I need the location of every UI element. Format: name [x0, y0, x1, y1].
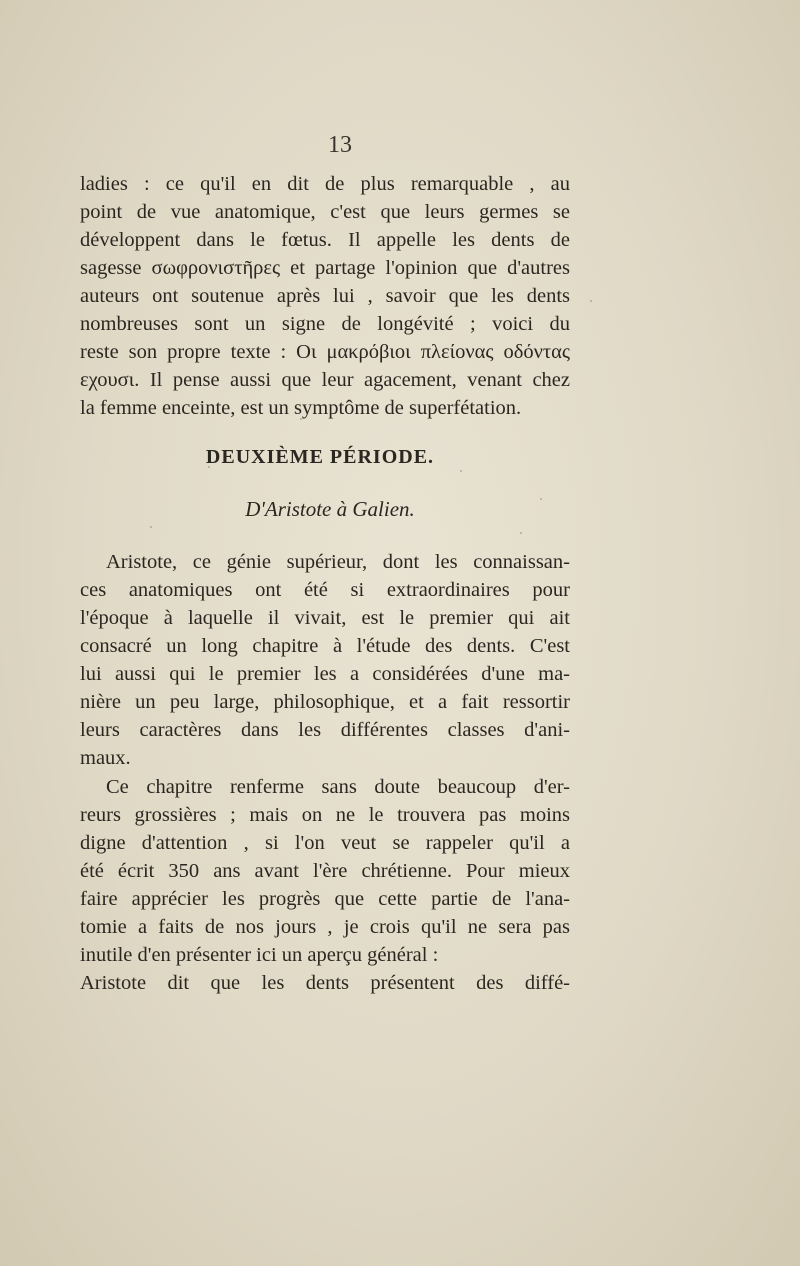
text-line: point de vue anatomique, c'est que leurs germes se — [80, 201, 570, 223]
text-line: inutile d'en présenter ici un aperçu général : — [80, 944, 439, 966]
text-line: tomie a faits de nos jours , je crois qu'il ne sera pas — [80, 916, 570, 938]
text-line: la femme enceinte, est un symptôme de superfétation. — [80, 397, 522, 419]
text-line: reurs grossières ; mais on ne le trouvera pas moins — [80, 804, 570, 826]
paper-speck — [590, 300, 592, 302]
paper-speck — [300, 418, 302, 420]
paragraph-2 — [80, 548, 570, 772]
text-line: consacré un long chapitre à l'étude des dents. C'est — [80, 635, 570, 657]
text-line: l'époque à laquelle il vivait, est le premier qui ait — [80, 607, 570, 629]
text-line: reste son propre texte : Οι μακρόβιοι πλείονας οδόντας — [80, 341, 570, 363]
text-line: lui aussi qui le premier les a considérées d'une ma- — [80, 663, 570, 685]
text-line: ladies : ce qu'il en dit de plus remarquable , au — [80, 173, 570, 195]
text-line: leurs caractères dans les différentes classes d'ani- — [80, 719, 570, 741]
paragraph-1 — [80, 170, 570, 422]
paper-speck — [540, 498, 542, 500]
section-title: DEUXIÈME PÉRIODE. — [205, 446, 435, 468]
text-line: Ce chapitre renferme sans doute beaucoup d'er- — [106, 776, 570, 798]
text-line: été écrit 350 ans avant l'ère chrétienne. Pour mieux — [80, 860, 570, 882]
text-line: maux. — [80, 747, 131, 769]
paragraph-3 — [80, 773, 570, 997]
paper-speck — [150, 526, 152, 528]
text-line: εχουσι. Il pense aussi que leur agacement, venant chez — [80, 369, 570, 391]
text-line: nière un peu large, philosophique, et a fait ressortir — [80, 691, 570, 713]
text-line: faire apprécier les progrès que cette partie de l'ana- — [80, 888, 570, 910]
text-line: digne d'attention , si l'on veut se rappeler qu'il a — [80, 832, 570, 854]
paper-speck — [208, 466, 210, 468]
text-line: sagesse σωφρονιστῆρες et partage l'opinion que d'autres — [80, 257, 570, 279]
paper-speck — [460, 470, 462, 472]
text-line: Aristote dit que les dents présentent des diffé- — [80, 972, 570, 994]
page-number: 13 — [328, 132, 352, 158]
text-line: nombreuses sont un signe de longévité ; voici du — [80, 313, 570, 335]
text-line: Aristote, ce génie supérieur, dont les connaissan- — [106, 551, 570, 573]
paper-speck — [520, 532, 522, 534]
section-subtitle: D'Aristote à Galien. — [245, 497, 415, 521]
text-line: ces anatomiques ont été si extraordinaires pour — [80, 579, 570, 601]
text-line: auteurs ont soutenue après lui , savoir que les dents — [80, 285, 570, 307]
text-line: développent dans le fœtus. Il appelle les dents de — [80, 229, 570, 251]
